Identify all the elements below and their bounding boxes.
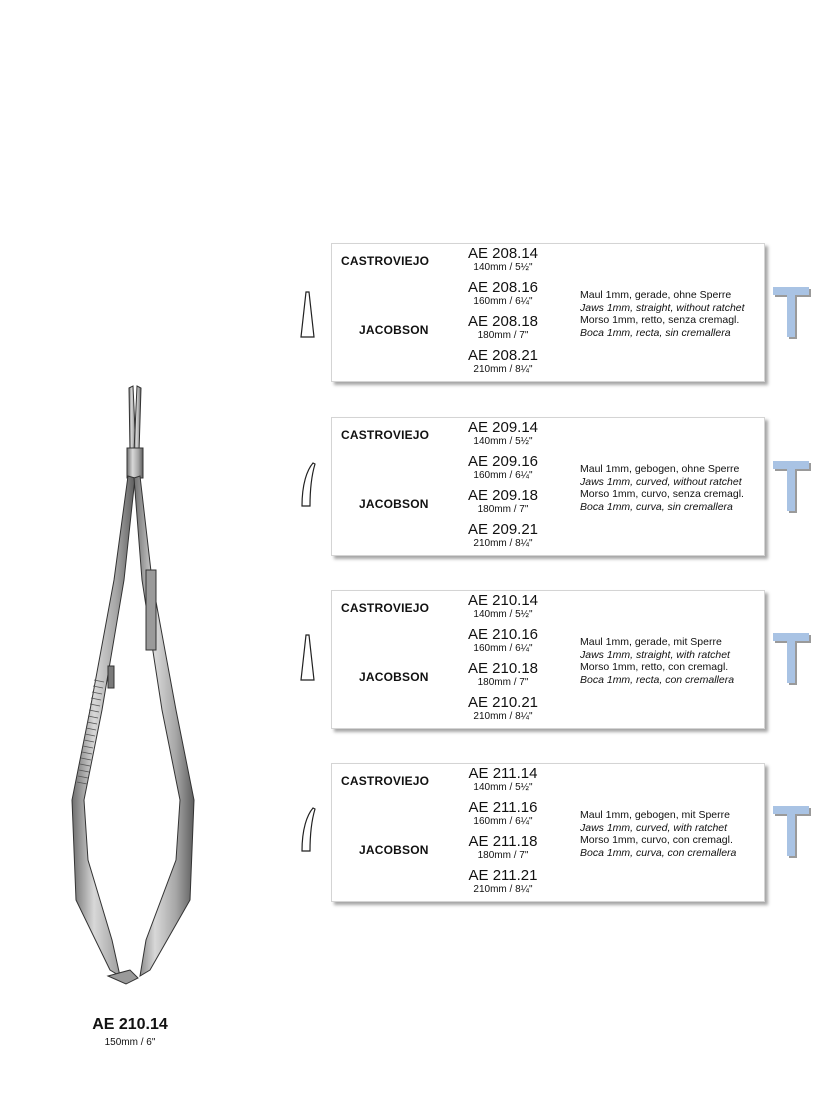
product-name-jacobson: JACOBSON — [359, 843, 429, 857]
product-size: 140mm / 5½" — [473, 609, 533, 620]
product-code: AE 211.16 — [468, 799, 538, 816]
product-code: AE 208.16 — [467, 279, 539, 296]
product-code: AE 209.18 — [467, 487, 539, 504]
desc-de: Maul 1mm, gerade, ohne Sperre — [580, 289, 732, 301]
desc-en: Jaws 1mm, straight, with ratchet — [580, 648, 730, 661]
desc-it: Morso 1mm, retto, con cremagl. — [580, 661, 729, 673]
product-description — [580, 636, 734, 686]
desc-es: Boca 1mm, curva, con cremallera — [580, 846, 737, 859]
product-size: 160mm / 6¼" — [473, 643, 533, 654]
desc-es: Boca 1mm, recta, sin cremallera — [580, 326, 731, 339]
product-card — [331, 243, 765, 382]
curved-jaw-icon — [297, 460, 319, 512]
product-size: 210mm / 8¼" — [473, 364, 533, 375]
product-size: 160mm / 6¼" — [473, 470, 533, 481]
product-size: 210mm / 8¼" — [473, 538, 533, 549]
featured-product-size: 150mm / 6" — [104, 1037, 156, 1048]
desc-en: Jaws 1mm, straight, without ratchet — [580, 301, 745, 314]
product-size: 140mm / 5½" — [473, 782, 533, 793]
curved-jaw-icon — [297, 805, 319, 857]
product-size: 180mm / 7" — [477, 850, 529, 861]
product-name-jacobson: JACOBSON — [359, 670, 429, 684]
product-code: AE 210.18 — [467, 660, 539, 677]
product-description — [580, 289, 745, 339]
product-size: 180mm / 7" — [477, 504, 529, 515]
product-description — [580, 463, 744, 513]
needle-holder-illustration — [50, 380, 220, 1000]
product-name-jacobson: JACOBSON — [359, 497, 429, 511]
product-code: AE 210.16 — [467, 626, 539, 643]
desc-en: Jaws 1mm, curved, with ratchet — [580, 821, 728, 834]
desc-it: Morso 1mm, curvo, con cremagl. — [580, 834, 733, 846]
desc-es: Boca 1mm, recta, con cremallera — [580, 673, 735, 686]
product-code: AE 208.21 — [467, 347, 539, 364]
product-card — [331, 417, 765, 556]
desc-es: Boca 1mm, curva, sin cremallera — [580, 500, 733, 513]
desc-de: Maul 1mm, gebogen, mit Sperre — [580, 809, 730, 821]
product-size: 140mm / 5½" — [473, 436, 533, 447]
t-logo-icon — [772, 458, 816, 516]
product-code-list — [447, 420, 559, 556]
product-code-list — [447, 246, 559, 382]
straight-jaw-icon — [297, 632, 319, 684]
product-size: 210mm / 8¼" — [473, 884, 533, 895]
product-size: 210mm / 8¼" — [473, 711, 533, 722]
t-logo-icon — [772, 284, 816, 342]
product-size: 180mm / 7" — [477, 677, 529, 688]
product-card — [331, 763, 765, 902]
product-size: 140mm / 5½" — [473, 262, 533, 273]
product-description — [580, 809, 736, 859]
product-code: AE 209.21 — [467, 521, 539, 538]
product-size: 160mm / 6¼" — [473, 296, 533, 307]
product-code: AE 209.16 — [467, 453, 539, 470]
desc-it: Morso 1mm, retto, senza cremagl. — [580, 314, 740, 326]
product-code: AE 211.18 — [468, 833, 538, 850]
product-code: AE 210.14 — [467, 592, 539, 609]
product-code: AE 209.14 — [467, 419, 539, 436]
product-name-castroviejo: CASTROVIEJO — [341, 774, 430, 788]
t-logo-icon — [772, 630, 816, 688]
desc-it: Morso 1mm, curvo, senza cremagl. — [580, 488, 744, 500]
product-code-list — [447, 766, 559, 902]
product-code: AE 208.14 — [467, 245, 539, 262]
product-size: 180mm / 7" — [477, 330, 529, 341]
product-card — [331, 590, 765, 729]
featured-product-code: AE 210.14 — [92, 1016, 168, 1033]
product-code: AE 210.21 — [467, 694, 539, 711]
product-name-jacobson: JACOBSON — [359, 323, 429, 337]
straight-jaw-icon — [297, 289, 319, 341]
product-name-castroviejo: CASTROVIEJO — [341, 601, 430, 615]
product-name-castroviejo: CASTROVIEJO — [341, 428, 430, 442]
desc-de: Maul 1mm, gebogen, ohne Sperre — [580, 463, 740, 475]
desc-de: Maul 1mm, gerade, mit Sperre — [580, 636, 722, 648]
desc-en: Jaws 1mm, curved, without ratchet — [580, 475, 742, 488]
product-name-castroviejo: CASTROVIEJO — [341, 254, 430, 268]
product-size: 160mm / 6¼" — [473, 816, 533, 827]
product-code-list — [447, 593, 559, 729]
product-code: AE 211.21 — [468, 867, 538, 884]
product-code: AE 208.18 — [467, 313, 539, 330]
product-code: AE 211.14 — [468, 765, 538, 782]
t-logo-icon — [772, 803, 816, 861]
